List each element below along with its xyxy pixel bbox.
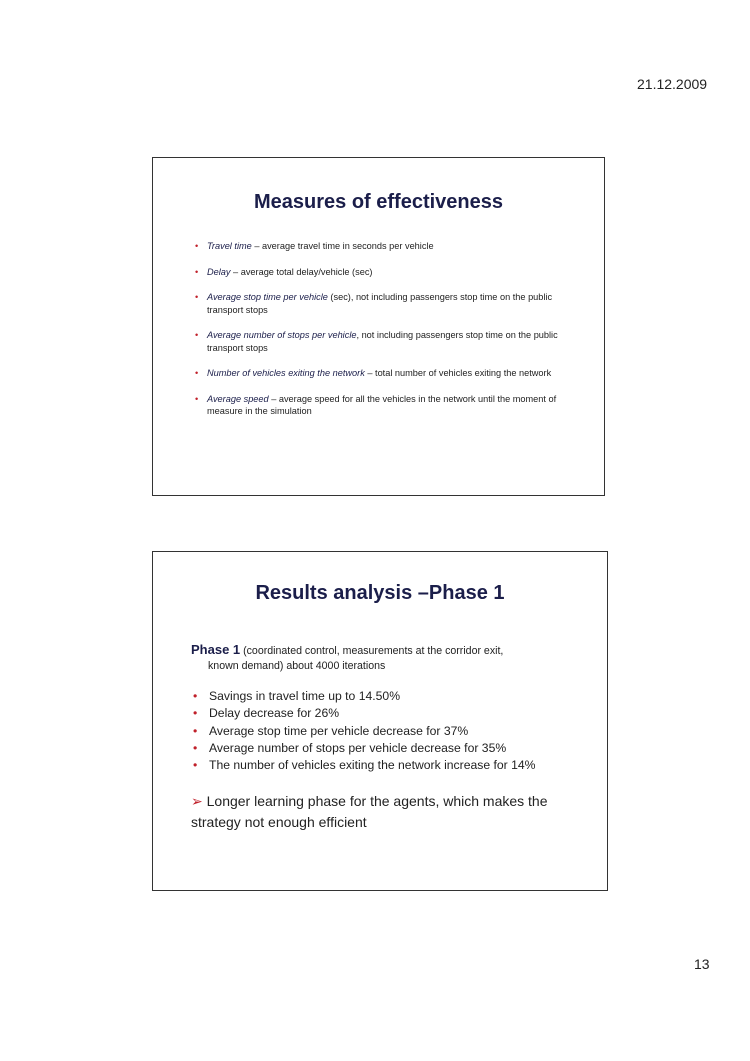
bullet-icon: • bbox=[193, 758, 198, 773]
list-item: • Average stop time per vehicle decrease for 37% bbox=[193, 723, 593, 740]
bullet-icon: • bbox=[193, 689, 198, 703]
bullet-icon: • bbox=[195, 368, 199, 378]
arrow-bullet-icon: ➢ bbox=[191, 793, 203, 809]
bullet-icon: • bbox=[195, 292, 199, 302]
conclusion: ➢ Longer learning phase for the agents, which makes the strategy not enough efficient bbox=[191, 793, 548, 830]
measures-list bbox=[195, 240, 575, 431]
bullet-icon: • bbox=[193, 740, 198, 755]
bullet-icon: • bbox=[193, 723, 198, 738]
list-item: • Number of vehicles exiting the network – total number of vehicles exiting the network bbox=[195, 368, 552, 378]
bullet-icon: • bbox=[195, 241, 199, 251]
phase-label: Phase 1 bbox=[191, 642, 241, 657]
slide-results-analysis bbox=[152, 551, 608, 891]
bullet-icon: • bbox=[195, 330, 199, 340]
phase-description: Phase 1 (coordinated control, measurements at the corridor exit, known demand) about 4000 iterations bbox=[191, 642, 504, 672]
list-item: • Average number of stops per vehicle decrease for 35% bbox=[193, 740, 593, 757]
list-item: • Average stop time per vehicle (sec), not including passengers stop time on the public transport stops bbox=[195, 292, 553, 315]
bullet-icon: • bbox=[193, 706, 198, 721]
slide-measures-of-effectiveness bbox=[152, 157, 605, 496]
page-number: 13 bbox=[694, 956, 710, 972]
results-list bbox=[193, 688, 593, 774]
list-item: • Average number of stops per vehicle, not including passengers stop time on the public transport stops bbox=[195, 330, 558, 353]
list-item: • Delay decrease for 26% bbox=[193, 705, 593, 722]
bullet-icon: • bbox=[195, 266, 199, 277]
list-item: • The number of vehicles exiting the network increase for 14% bbox=[193, 757, 593, 774]
list-item: • Travel time – average travel time in seconds per vehicle bbox=[195, 241, 434, 251]
date: 21.12.2009 bbox=[637, 76, 708, 92]
list-item: • Savings in travel time up to 14.50% bbox=[193, 688, 593, 705]
slide-title: Results analysis –Phase 1 bbox=[255, 582, 505, 604]
bullet-icon: • bbox=[195, 393, 199, 404]
list-item: • Delay – average total delay/vehicle (sec) bbox=[195, 266, 373, 277]
list-item: • Average speed – average speed for all the vehicles in the network until the moment of measure in the simulation bbox=[195, 393, 557, 416]
slide-title: Measures of effectiveness bbox=[253, 191, 503, 213]
